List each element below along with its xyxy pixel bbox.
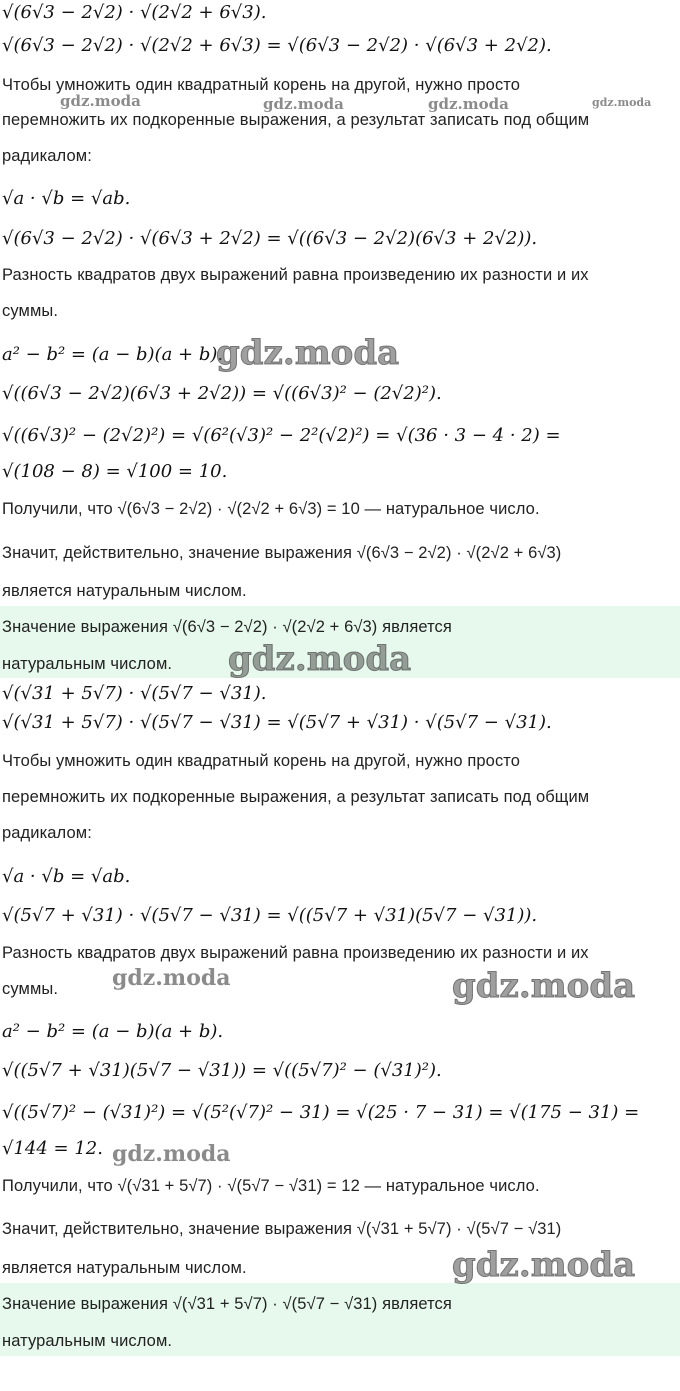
text-line: является натуральным числом. <box>2 582 247 600</box>
formula-line: √((6√3 − 2√2)(6√3 + 2√2)) = √((6√3)² − (2√2)²). <box>2 383 442 404</box>
watermark: gdz.moda <box>592 96 652 109</box>
formula-line: √(6√3 − 2√2) · √(2√2 + 6√3). <box>2 2 267 23</box>
formula-line: √(6√3 − 2√2) · √(6√3 + 2√2) = √((6√3 − 2√2)(6√3 + 2√2)). <box>2 228 538 249</box>
watermark: gdz.moda <box>452 966 636 1006</box>
watermark: gdz.moda <box>228 639 412 679</box>
text-line: радикалом: <box>2 147 92 165</box>
answer-line: Значение выражения √(6√3 − 2√2) · √(2√2 + 6√3) является <box>2 618 452 636</box>
formula-line: a² − b² = (a − b)(a + b). <box>2 344 224 365</box>
watermark: gdz.moda <box>112 965 231 991</box>
answer-line: натуральным числом. <box>2 1332 173 1350</box>
text-line: Разность квадратов двух выражений равна произведению их разности и их <box>2 266 589 284</box>
formula-line: a² − b² = (a − b)(a + b). <box>2 1021 224 1042</box>
formula-line: √a · √b = √ab. <box>2 188 131 209</box>
formula-line: √(6√3 − 2√2) · √(2√2 + 6√3) = √(6√3 − 2√2) · √(6√3 + 2√2). <box>2 35 552 56</box>
watermark: gdz.moda <box>60 92 141 110</box>
text-line: перемножить их подкоренные выражения, а результат записать под общим <box>2 788 590 806</box>
text-line: суммы. <box>2 980 59 998</box>
formula-line: √((6√3)² − (2√2)²) = √(6²(√3)² − 2²(√2)²) = √(36 · 3 − 4 · 2) = <box>2 425 561 446</box>
formula-line: √(√31 + 5√7) · √(5√7 − √31). <box>2 683 267 704</box>
formula-line: √((5√7 + √31)(5√7 − √31)) = √((5√7)² − (√31)²). <box>2 1060 442 1081</box>
text-line: Значит, действительно, значение выражения √(6√3 − 2√2) · √(2√2 + 6√3) <box>2 544 562 562</box>
formula-line: √(5√7 + √31) · √(5√7 − √31) = √((5√7 + √31)(5√7 − √31)). <box>2 905 538 926</box>
result-line: Получили, что √(√31 + 5√7) · √(5√7 − √31) = 12 — натуральное число. <box>2 1177 540 1195</box>
text-line: Чтобы умножить один квадратный корень на другой, нужно просто <box>2 752 521 770</box>
text-line: Разность квадратов двух выражений равна произведению их разности и их <box>2 944 589 962</box>
watermark: gdz.moda <box>112 1141 231 1167</box>
watermark: gdz.moda <box>216 333 400 373</box>
watermark: gdz.moda <box>428 95 509 113</box>
answer-line: натуральным числом. <box>2 655 173 673</box>
watermark: gdz.moda <box>452 1245 636 1285</box>
result-line: Получили, что √(6√3 − 2√2) · √(2√2 + 6√3) = 10 — натуральное число. <box>2 500 540 518</box>
formula-line: √144 = 12. <box>2 1138 103 1159</box>
text-line: Значит, действительно, значение выражения √(√31 + 5√7) · √(5√7 − √31) <box>2 1220 562 1238</box>
formula-line: √(√31 + 5√7) · √(5√7 − √31) = √(5√7 + √31) · √(5√7 − √31). <box>2 712 552 733</box>
watermark: gdz.moda <box>263 95 344 113</box>
text-line: суммы. <box>2 302 59 320</box>
answer-line: Значение выражения √(√31 + 5√7) · √(5√7 − √31) является <box>2 1295 452 1313</box>
formula-line: √((5√7)² − (√31)²) = √(5²(√7)² − 31) = √(25 · 7 − 31) = √(175 − 31) = <box>2 1102 640 1123</box>
formula-line: √a · √b = √ab. <box>2 866 131 887</box>
formula-line: √(108 − 8) = √100 = 10. <box>2 461 228 482</box>
text-line: Чтобы умножить один квадратный корень на другой, нужно просто <box>2 76 521 94</box>
text-line: радикалом: <box>2 824 92 842</box>
text-line: перемножить их подкоренные выражения, а результат записать под общим <box>2 111 590 129</box>
text-line: является натуральным числом. <box>2 1259 247 1277</box>
